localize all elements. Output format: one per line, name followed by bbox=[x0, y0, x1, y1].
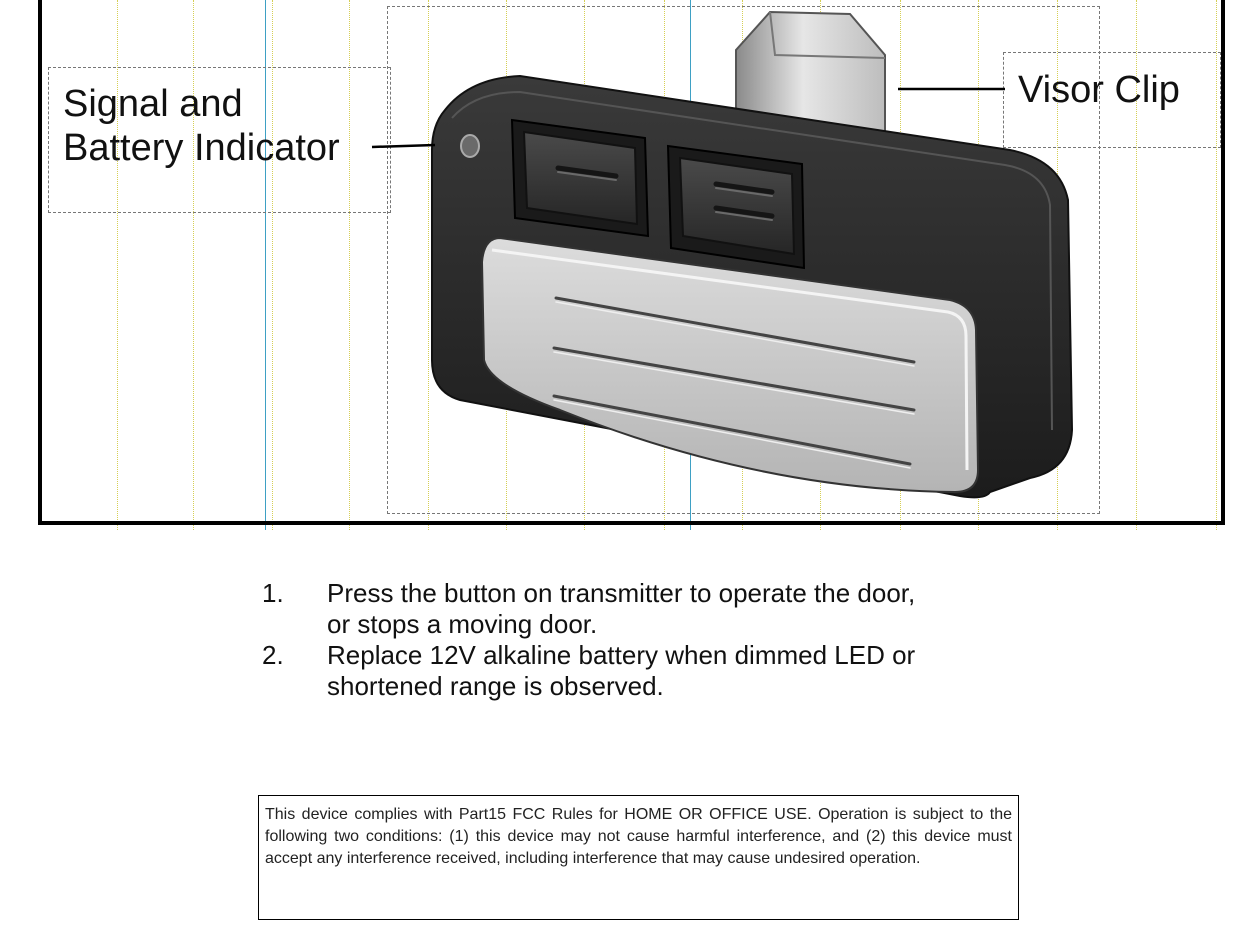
signal-battery-label bbox=[63, 82, 340, 170]
list-item bbox=[262, 640, 1102, 702]
instruction-list bbox=[262, 578, 1102, 702]
signal-battery-line-2: Battery Indicator bbox=[63, 127, 340, 169]
list-item bbox=[262, 578, 1102, 640]
visor-clip-label: Visor Clip bbox=[1018, 69, 1180, 111]
fcc-notice: This device complies with Part15 FCC Rules for HOME OR OFFICE USE. Operation is subject to the following two conditions: (1) this device may not cause harmful interference, and (2) this device must accept any interference received, including interference that may cause undesired operation. bbox=[258, 795, 1019, 920]
button-two bbox=[668, 146, 804, 268]
step-number: 1. bbox=[262, 578, 284, 608]
led-indicator bbox=[461, 135, 479, 157]
step-number: 2. bbox=[262, 640, 284, 670]
step-text bbox=[327, 578, 1102, 640]
step-line: or stops a moving door. bbox=[327, 609, 598, 639]
step-line: Press the button on transmitter to operate the door, bbox=[327, 578, 916, 608]
step-line: Replace 12V alkaline battery when dimmed LED or bbox=[327, 640, 916, 670]
button-one bbox=[512, 120, 648, 236]
step-text bbox=[327, 640, 1102, 702]
signal-battery-line-1: Signal and bbox=[63, 83, 243, 125]
step-line: shortened range is observed. bbox=[327, 671, 664, 701]
signal-leader-line bbox=[372, 145, 435, 147]
